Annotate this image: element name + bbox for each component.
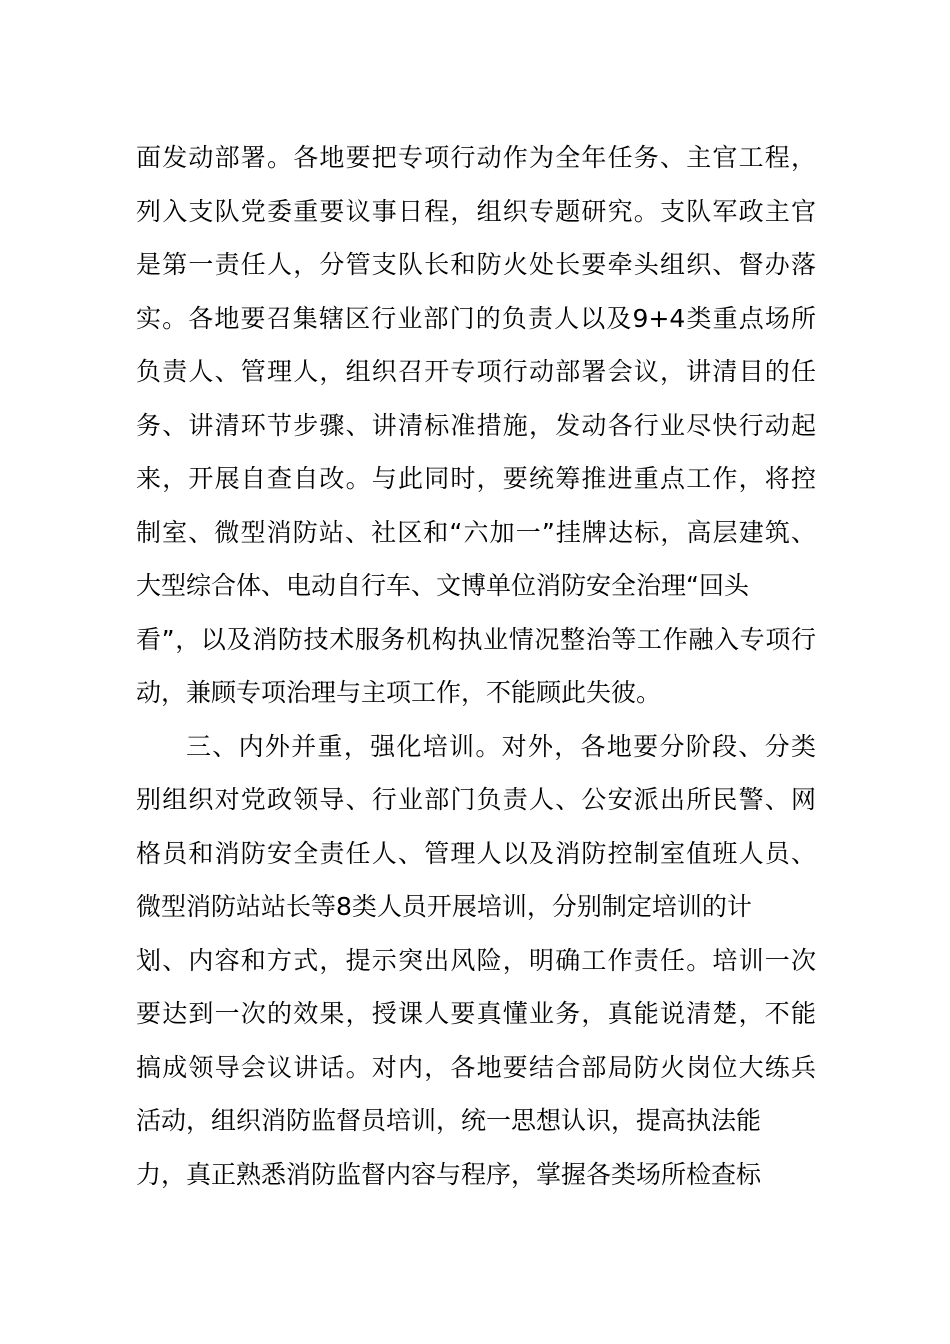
text-line: 力，真正熟悉消防监督内容与程序，掌握各类场所检查标 [136,1159,762,1189]
text-line: 动，兼顾专项治理与主项工作，不能顾此失彼。 [136,678,662,707]
text-line: 务、讲清环节步骤、讲清标准措施，发动各行业尽快行动起 [136,410,816,440]
text-line: 制室、微型消防站、社区和“六加一”挂牌达标，高层建筑、 [136,517,816,547]
text-line: 负责人、管理人，组织召开专项行动部署会议，讲清目的任 [136,357,816,386]
text-line: 格员和消防安全责任人、管理人以及消防控制室值班人员、 [136,838,816,868]
text-line: 列入支队党委重要议事日程，组织专题研究。支队军政主官 [136,196,816,226]
text-line: 实。各地要召集辖区行业部门的负责人以及9+4类重点场所 [136,303,816,333]
text-line: 活动，组织消防监督员培训，统一思想认识，提高执法能 [136,1106,762,1135]
text-line: 搞成领导会议讲话。对内，各地要结合部局防火岗位大练兵 [136,1052,816,1082]
section-heading-line: 三、内外并重，强化培训。对外，各地要分阶段、分类 [186,731,816,761]
body-text [136,131,816,1201]
text-line: 看”，以及消防技术服务机构执业情况整治等工作融入专项行 [136,624,816,654]
text-line: 面发动部署。各地要把专项行动作为全年任务、主官工程， [136,143,816,172]
text-line: 微型消防站站长等8类人员开展培训，分别制定培训的计 [136,892,752,921]
text-line: 来，开展自查自改。与此同时，要统筹推进重点工作，将控 [136,464,816,493]
text-line: 要达到一次的效果，授课人要真懂业务，真能说清楚，不能 [136,999,816,1028]
text-line: 别组织对党政领导、行业部门负责人、公安派出所民警、网 [136,785,816,814]
text-line: 大型综合体、电动自行车、文博单位消防安全治理“回头 [136,571,749,600]
text-line: 划、内容和方式，提示突出风险，明确工作责任。培训一次 [136,945,816,975]
text-line: 是第一责任人，分管支队长和防火处长要牵头组织、督办落 [136,250,816,279]
